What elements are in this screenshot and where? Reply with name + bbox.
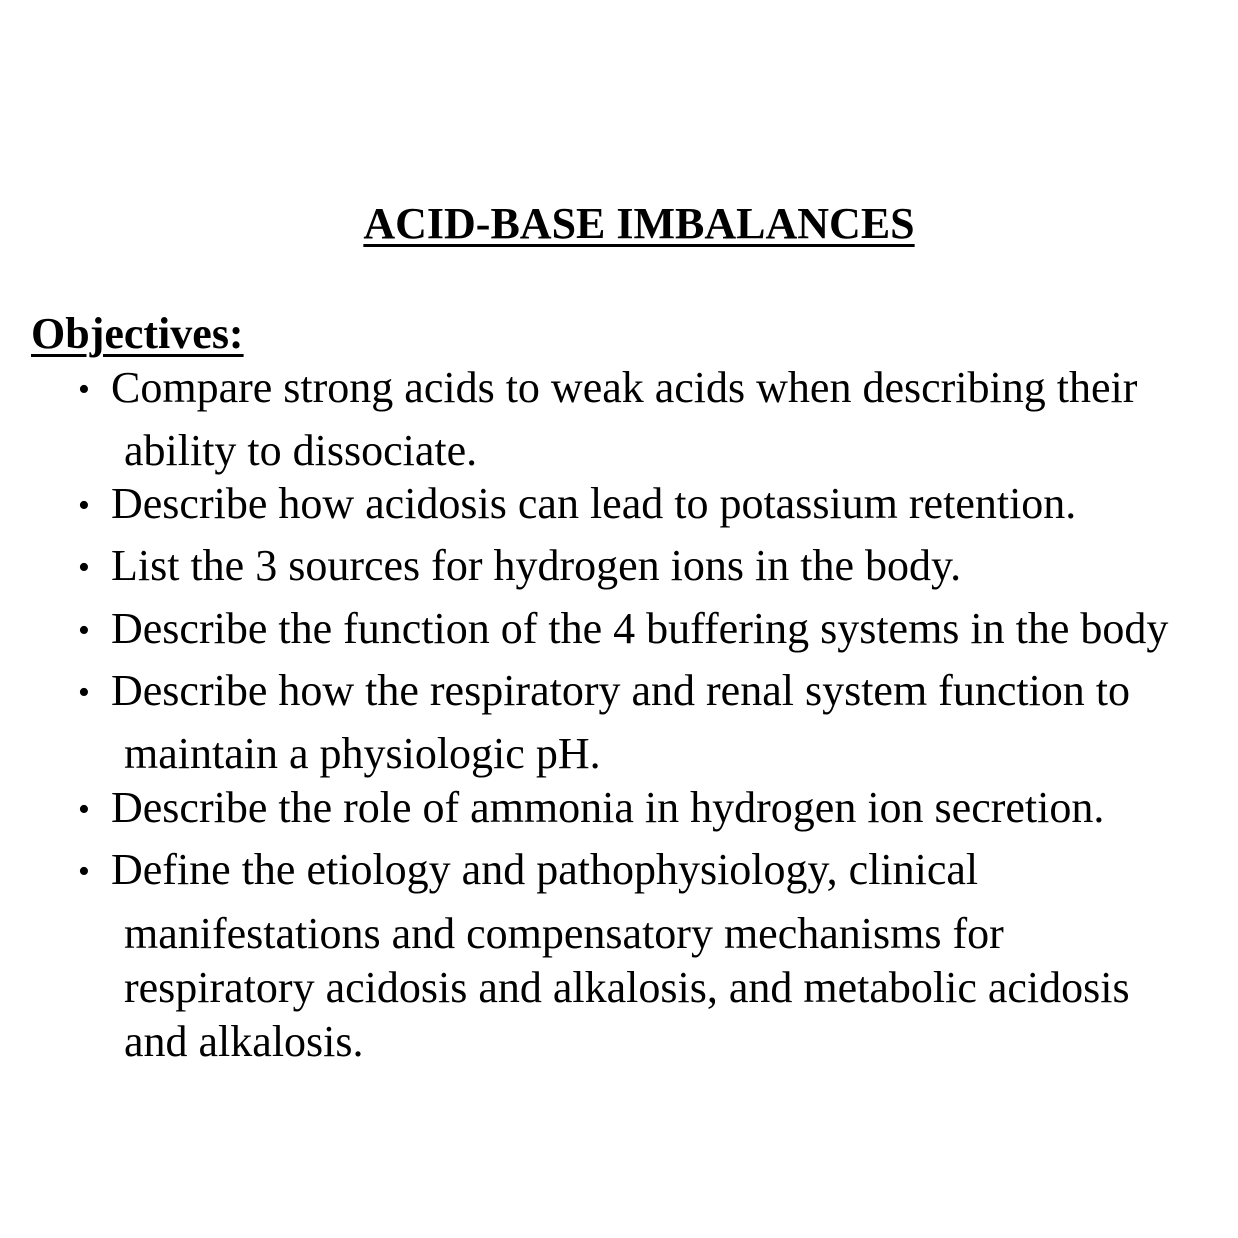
page-title: ACID-BASE IMBALANCES [363,199,915,248]
objective-item-7-line-2: manifestations and compensatory mechanisms for [124,909,1004,958]
objective-item-7-line-4: and alkalosis. [124,1017,364,1066]
objective-item-7-line-3: respiratory acidosis and alkalosis, and metabolic acidosis [124,963,1130,1012]
objective-item-3-line-1: List the 3 sources for hydrogen ions in the body. [111,541,962,590]
bullet-icon: • [78,549,90,586]
bullet-icon: • [78,853,90,890]
objectives-heading: Objectives: [31,309,244,358]
objective-item-4-line-1: Describe the function of the 4 buffering systems in the body [111,604,1169,653]
bullet-icon: • [78,791,90,828]
objective-item-5-line-2: maintain a physiologic pH. [124,729,601,778]
bullet-icon: • [78,487,90,524]
bullet-icon: • [78,612,90,649]
objective-item-5-line-1: Describe how the respiratory and renal system function to [111,666,1131,715]
objective-item-1-line-2: ability to dissociate. [124,426,478,475]
objective-item-1-line-1: Compare strong acids to weak acids when describing their [111,363,1138,412]
objective-item-6-line-1: Describe the role of ammonia in hydrogen ion secretion. [111,783,1105,832]
objective-item-7-line-1: Define the etiology and pathophysiology, clinical [111,845,979,894]
objective-item-2-line-1: Describe how acidosis can lead to potassium retention. [111,479,1077,528]
bullet-icon: • [78,674,90,711]
bullet-icon: • [78,371,90,408]
